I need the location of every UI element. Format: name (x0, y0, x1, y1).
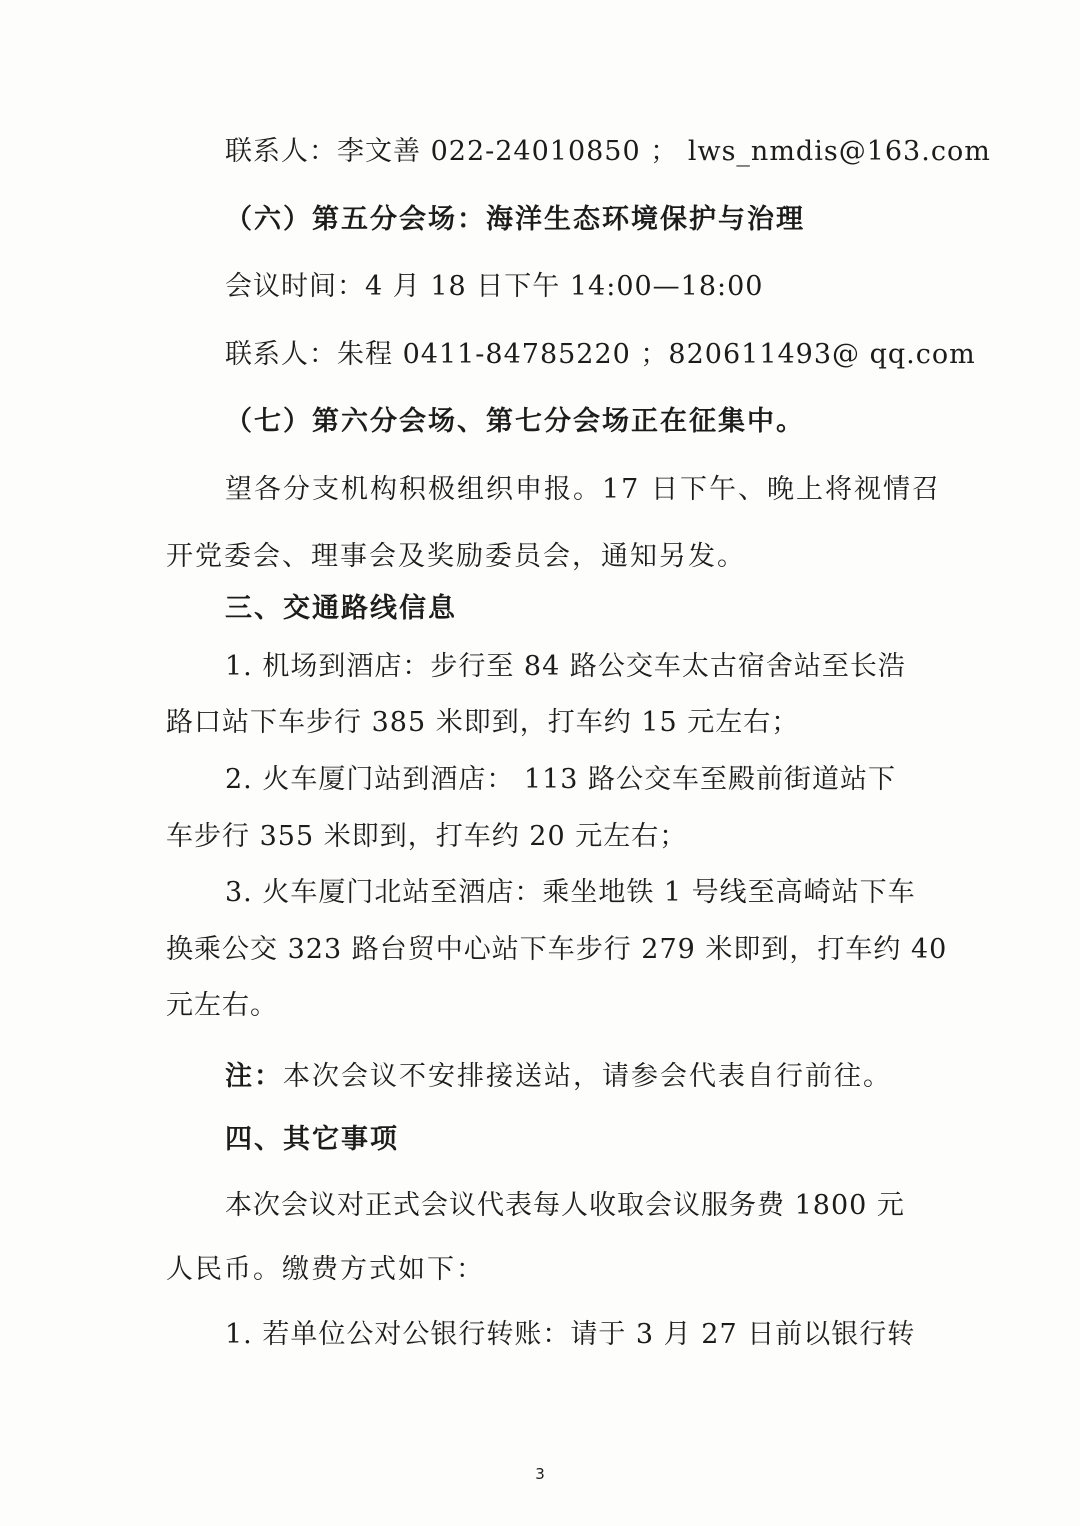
route-line: 元左右。 (166, 990, 278, 1021)
section-heading-other: 四、其它事项 (225, 1124, 399, 1155)
route-line: 换乘公交 323 路台贸中心站下车步行 279 米即到，打车约 40 (166, 934, 948, 965)
section-title-venue-6-7: （七）第六分会场、第七分会场正在征集中。 (225, 406, 805, 437)
note-line (225, 1057, 892, 1097)
contact-line-1: 联系人：李文善 022-24010850 ； lws_nmdis@163.com (225, 136, 991, 167)
paragraph-line: 1. 若单位公对公银行转账：请于 3 月 27 日前以银行转 (225, 1319, 916, 1350)
section-title-venue-5: （六）第五分会场：海洋生态环境保护与治理 (225, 204, 805, 235)
paragraph-line: 人民币。缴费方式如下： (166, 1254, 485, 1285)
paragraph-line: 本次会议对正式会议代表每人收取会议服务费 1800 元 (225, 1190, 905, 1221)
route-line: 路口站下车步行 385 米即到，打车约 15 元左右； (166, 707, 800, 738)
paragraph-line: 开党委会、理事会及奖励委员会，通知另发。 (166, 541, 746, 572)
route-line: 3. 火车厦门北站至酒店：乘坐地铁 1 号线至高崎站下车 (225, 877, 916, 908)
contact-line-2: 联系人：朱程 0411-84785220 ；820611493@ qq.com (225, 339, 976, 370)
paragraph-line: 望各分支机构积极组织申报。17 日下午、晚上将视情召 (225, 474, 941, 505)
section-heading-transport: 三、交通路线信息 (225, 593, 457, 624)
route-line: 车步行 355 米即到，打车约 20 元左右； (166, 821, 688, 852)
note-label: 注： (225, 1061, 283, 1092)
meeting-time-line: 会议时间：4 月 18 日下午 14:00—18:00 (225, 271, 764, 302)
note-text: 本次会议不安排接送站，请参会代表自行前往。 (283, 1061, 892, 1092)
route-line: 1. 机场到酒店：步行至 84 路公交车太古宿舍站至长浩 (225, 651, 906, 682)
page-number: 3 (535, 1465, 545, 1483)
route-line: 2. 火车厦门站到酒店： 113 路公交车至殿前街道站下 (225, 764, 897, 795)
